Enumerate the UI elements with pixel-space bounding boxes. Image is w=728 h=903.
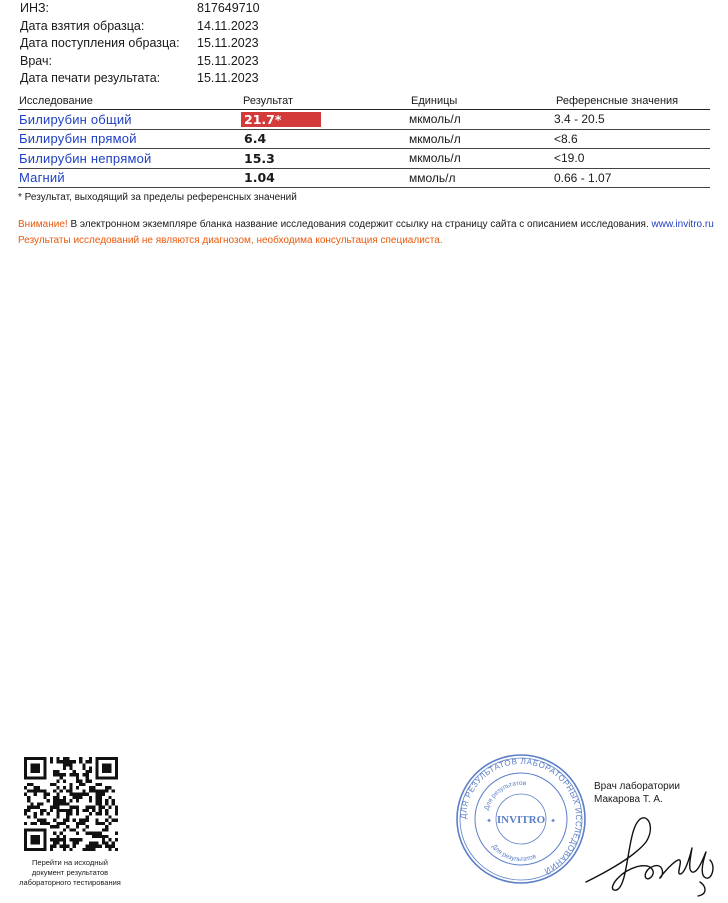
signer-role: Врач лаборатории — [594, 781, 680, 792]
test-link[interactable]: Билирубин непрямой — [19, 150, 152, 166]
header-test: Исследование — [19, 95, 93, 107]
notice-disclaimer: Результаты исследований не являются диагнозом, необходима консультация специалиста. — [18, 234, 443, 246]
meta-row-print-date — [20, 70, 260, 88]
notice-line — [18, 217, 718, 233]
table-row — [18, 110, 710, 130]
qr-caption-line: Перейти на исходный — [32, 858, 108, 867]
meta-row-received-date — [20, 35, 260, 53]
reference-value: 0.66 - 1.07 — [554, 170, 612, 185]
result-value: 6.4 — [244, 131, 267, 147]
svg-text:Для результатов — [490, 843, 537, 863]
test-link[interactable]: Магний — [19, 170, 65, 186]
out-of-range-footnote: * Результат, выходящий за пределы референсных значений — [18, 192, 297, 203]
meta-value: 15.11.2023 — [197, 36, 259, 50]
meta-row-doctor — [20, 53, 260, 71]
qr-caption-line: лабораторного тестирования — [19, 878, 121, 887]
units-value: ммоль/л — [409, 170, 456, 185]
reference-value: <19.0 — [554, 151, 585, 166]
notice-attention: Внимание! — [18, 219, 68, 230]
meta-row-inz — [20, 0, 260, 18]
stamp-center-text: INVITRO — [496, 814, 546, 826]
stamp-inner-bottom: Для результатов — [490, 843, 538, 864]
header-result: Результат — [243, 95, 294, 107]
meta-label: Дата поступления образца: — [20, 36, 180, 50]
meta-label: Дата печати результата: — [20, 71, 161, 85]
reference-value: <8.6 — [554, 131, 578, 146]
signature-icon — [580, 808, 720, 900]
stamp-inner-top: Для результатов — [483, 779, 527, 812]
test-link[interactable]: Билирубин прямой — [19, 131, 137, 147]
header-reference: Референсные значения — [556, 95, 679, 107]
table-row — [18, 169, 710, 189]
result-value: 1.04 — [244, 170, 275, 186]
meta-value: 14.11.2023 — [197, 18, 259, 33]
invitro-stamp-icon — [455, 753, 587, 885]
signer-block — [594, 781, 680, 806]
results-table — [18, 95, 710, 188]
table-row — [18, 130, 710, 150]
table-header — [18, 95, 710, 110]
result-value: 15.3 — [244, 150, 275, 166]
invitro-site-link[interactable]: www.invitro.ru — [651, 219, 714, 230]
notice-text: В электронном экземпляре бланка название исследования содержит ссылку на страницу сайта с описанием исследования. — [67, 219, 652, 230]
meta-label: ИНЗ: — [20, 1, 50, 15]
svg-text:✦: ✦ — [550, 817, 556, 825]
reference-value: 3.4 - 20.5 — [554, 112, 605, 127]
qr-caption — [14, 858, 126, 888]
units-value: мкмоль/л — [409, 131, 461, 146]
header-units: Единицы — [411, 95, 458, 107]
units-value: мкмоль/л — [409, 151, 461, 166]
table-row — [18, 149, 710, 169]
notice-block — [18, 217, 718, 248]
signer-name: Макарова Т. А. — [594, 793, 663, 805]
stamp-ring-text: ДЛЯ РЕЗУЛЬТАТОВ ЛАБОРАТОРНЫХ ИССЛЕДОВАНИЙ — [458, 756, 584, 876]
units-value: мкмоль/л — [409, 112, 461, 127]
meta-row-sample-date — [20, 18, 260, 36]
meta-value: 817649710 — [197, 1, 260, 15]
meta-value: 15.11.2023 — [197, 53, 259, 68]
sample-info — [20, 0, 260, 88]
meta-label: Дата взятия образца: — [20, 18, 145, 33]
meta-label: Врач: — [20, 53, 52, 68]
result-value-flagged: 21.7* — [241, 112, 321, 127]
qr-code-icon[interactable] — [24, 757, 118, 851]
svg-text:✦: ✦ — [486, 817, 492, 825]
qr-caption-line: документ результатов — [31, 868, 109, 877]
meta-value: 15.11.2023 — [197, 71, 259, 85]
test-link[interactable]: Билирубин общий — [19, 111, 132, 127]
